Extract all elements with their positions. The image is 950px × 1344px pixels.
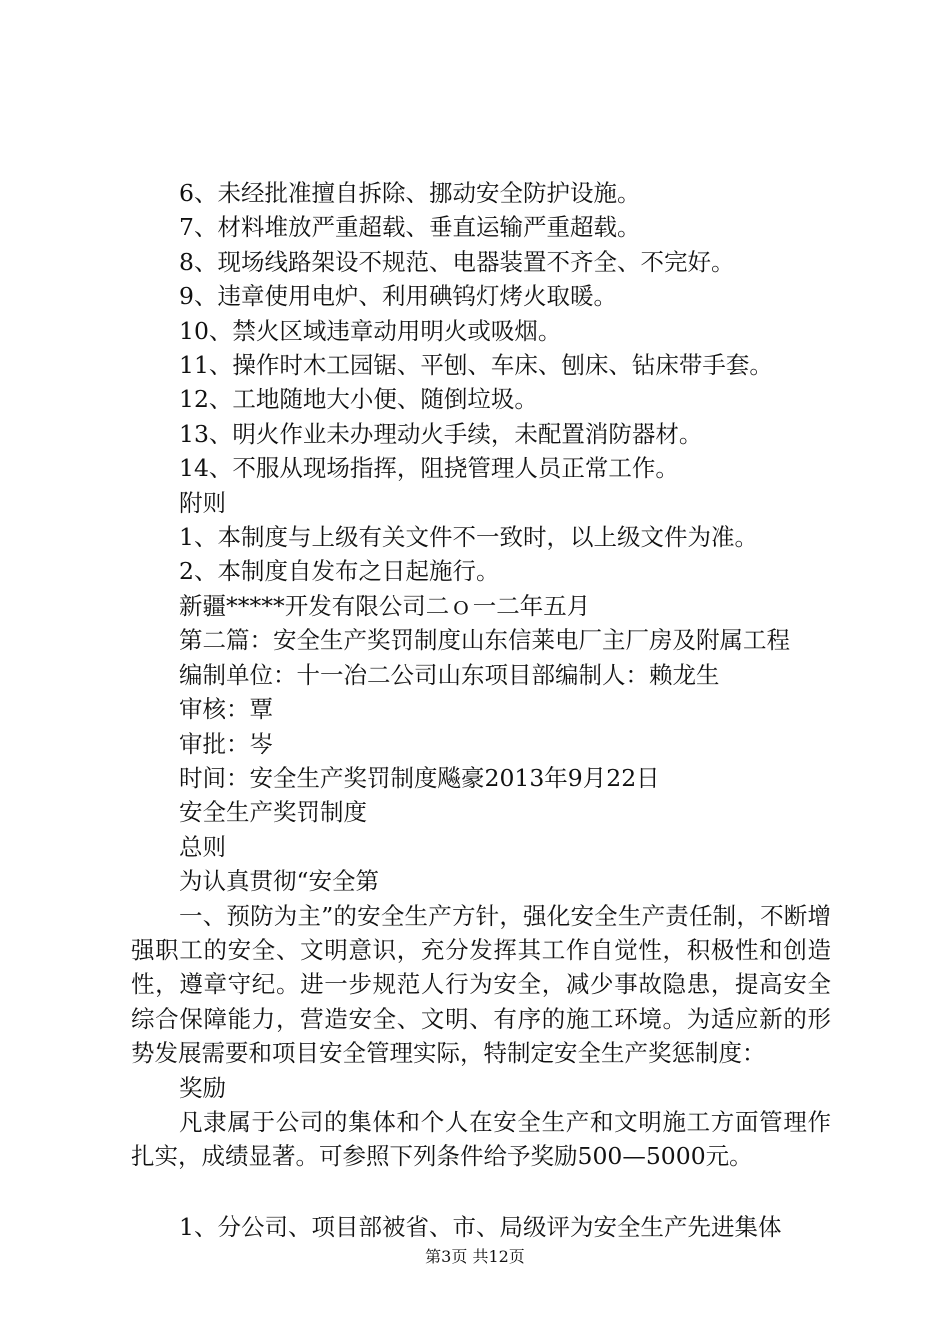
rule-item-12: 12、工地随地大小便、随倒垃圾。 bbox=[179, 385, 538, 414]
rewards-paragraph: 凡隶属于公司的集体和个人在安全生产和文明施工方面管理作扎实，成绩显著。可参照下列条件给予奖励500—5000元。 bbox=[131, 1107, 831, 1171]
general-paragraph: 一、预防为主”的安全生产方针，强化安全生产责任制，不断增强职工的安全、文明意识，充分发挥其工作自觉性，积极性和创造性，遵章守纪。进一步规范人行为安全，减少事故隐患，提高安全综合保障能力，营造安全、文明、有序的施工环境。为适应新的形势发展需要和项目安全管理实际，特制定安全生产奖惩制度： bbox=[131, 901, 831, 1068]
rule-item-7: 7、材料堆放严重超载、垂直运输严重超载。 bbox=[179, 213, 641, 242]
compiler-line: 编制单位：十一冶二公司山东项目部编制人：赖龙生 bbox=[179, 660, 720, 689]
rule-item-8: 8、现场线路架设不规范、电器装置不齐全、不完好。 bbox=[179, 247, 735, 276]
document-title: 安全生产奖罚制度 bbox=[179, 798, 367, 827]
section-heading-general: 总则 bbox=[179, 832, 226, 861]
date-line: 时间：安全生产奖罚制度飚豪2013年9月22日 bbox=[179, 763, 660, 792]
issuer-signature: 新疆*****开发有限公司二ｏ一二年五月 bbox=[179, 591, 591, 620]
rule-item-9: 9、违章使用电炉、利用碘钨灯烤火取暖。 bbox=[179, 282, 617, 311]
document-body bbox=[131, 176, 831, 1244]
rule-item-11: 11、操作时木工园锯、平刨、车床、刨床、钻床带手套。 bbox=[179, 351, 773, 380]
supplementary-item-2: 2、本制度自发布之日起施行。 bbox=[179, 557, 500, 586]
general-intro: 为认真贯彻“安全第 bbox=[179, 867, 380, 896]
reviewer-line: 审核：覃 bbox=[179, 695, 273, 724]
chapter-title: 第二篇：安全生产奖罚制度山东信莱电厂主厂房及附属工程 bbox=[179, 626, 790, 655]
approver-line: 审批：岑 bbox=[179, 729, 273, 758]
rule-item-14: 14、不服从现场指挥，阻挠管理人员正常工作。 bbox=[179, 454, 679, 483]
section-heading-rewards: 奖励 bbox=[179, 1073, 226, 1102]
rule-item-13: 13、明火作业未办理动火手续，未配置消防器材。 bbox=[179, 419, 703, 448]
supplementary-item-1: 1、本制度与上级有关文件不一致时，以上级文件为准。 bbox=[179, 523, 758, 552]
section-heading-supplementary: 附则 bbox=[179, 488, 226, 517]
reward-item-1: 1、分公司、项目部被省、市、局级评为安全生产先进集体 bbox=[179, 1212, 782, 1241]
rule-item-6: 6、未经批准擅自拆除、挪动安全防护设施。 bbox=[179, 179, 641, 207]
rule-item-10: 10、禁火区域违章动用明火或吸烟。 bbox=[179, 316, 562, 345]
page-number: 第3页 共12页 bbox=[425, 1247, 525, 1266]
